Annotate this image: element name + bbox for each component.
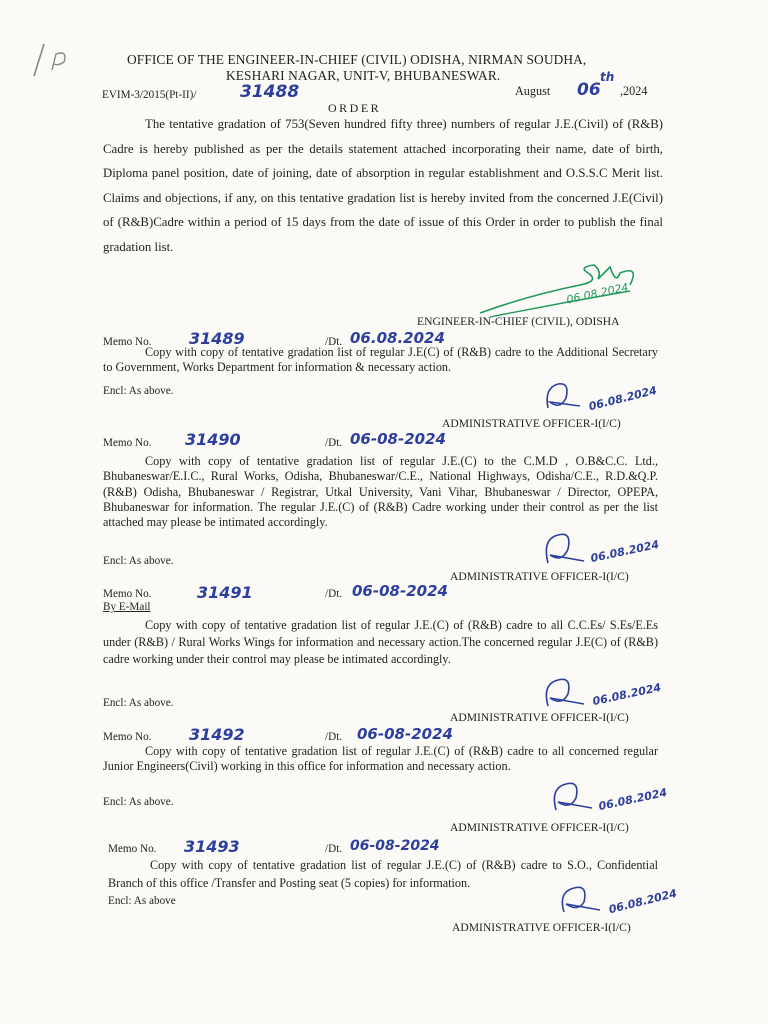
memo-3-number: 31491	[197, 583, 253, 602]
memo-3-signature	[540, 672, 600, 716]
office-header-line-2: KESHARI NAGAR, UNIT-V, BHUBANESWAR.	[226, 68, 501, 83]
order-month: August	[515, 84, 551, 98]
memo-5-encl: Encl: As above	[108, 895, 176, 907]
memo-1-sign-date: 06.08.2024	[587, 383, 659, 414]
file-number: EVIM-3/2015(Pt-II)/	[102, 89, 197, 101]
memo-4-body: Copy with copy of tentative gradation list of regular J.E.(C) of (R&B) cadre to all concerned regular Junior Engineers(Civil) working in this office for information and necessary action.	[103, 744, 658, 774]
memo-2-date: 06-08-2024	[350, 430, 446, 448]
eic-signatory: ENGINEER-IN-CHIEF (CIVIL), ODISHA	[417, 315, 620, 328]
memo-1-date-label: /Dt.	[325, 336, 343, 348]
order-day-suffix: th	[600, 70, 615, 84]
eic-signature-date: 06.08.2024	[565, 280, 630, 307]
memo-5-number: 31493	[184, 837, 240, 856]
corner-mark-text	[40, 44, 41, 45]
memo-2-sign-date: 06.08.2024	[589, 537, 661, 566]
memo-3-sign-date: 06.08.2024	[591, 680, 663, 709]
memo-3-date: 06-08-2024	[352, 582, 448, 600]
memo-3-label: Memo No.	[103, 588, 152, 600]
memo-4-label: Memo No.	[103, 731, 152, 743]
order-body: The tentative gradation of 753(Seven hundred fifty three) numbers of regular J.E.(Civil) of (R&B) Cadre is hereby published as per the details statement attached incorporating their name, date of birth, Diploma panel position, date of joining, date of absorption in regular establishment and O.S.S.C Merit list. Claims and objections, if any, on this tentative gradation list is hereby invited from the concerned J.E(Civil) of (R&B)Cadre within a period of 15 days from the date of issue of this Order in order to publish the final gradation list.	[103, 117, 663, 254]
corner-pencil-mark	[28, 40, 78, 80]
memo-4-encl: Encl: As above.	[103, 796, 174, 808]
memo-5-date-label: /Dt.	[325, 843, 343, 855]
memo-3-date-label: /Dt.	[325, 588, 343, 600]
memo-3-delivery-mode: By E-Mail	[103, 601, 151, 613]
memo-4-date: 06-08-2024	[357, 725, 453, 743]
memo-4-date-label: /Dt.	[325, 731, 343, 743]
memo-1-signatory: ADMINISTRATIVE OFFICER-I(I/C)	[442, 417, 621, 430]
memo-2-signatory: ADMINISTRATIVE OFFICER-I(I/C)	[450, 570, 629, 583]
office-header-line-1: OFFICE OF THE ENGINEER-IN-CHIEF (CIVIL) ODISHA, NIRMAN SOUDHA,	[127, 52, 587, 67]
memo-3-encl: Encl: As above.	[103, 697, 174, 709]
memo-4-signature	[548, 776, 608, 820]
memo-1-body: Copy with copy of tentative gradation list of regular J.E(C) of (R&B) cadre to the Additional Secretary to Government, Works Department for information & necessary action.	[103, 345, 658, 375]
order-title: ORDER	[328, 101, 382, 115]
memo-5-body: Copy with copy of tentative gradation list of regular J.E.(C) of (R&B) cadre to S.O., Confidential Branch of this office /Transfer and Posting seat (5 copies) for information.	[108, 858, 658, 890]
memo-4-signatory: ADMINISTRATIVE OFFICER-I(I/C)	[450, 821, 629, 834]
memo-5-signature	[556, 880, 616, 922]
memo-5-date: 06-08-2024	[350, 838, 440, 854]
memo-1-number: 31489	[189, 329, 245, 348]
memo-2-label: Memo No.	[103, 437, 152, 449]
order-number-handwritten: 31488	[240, 82, 300, 102]
memo-1-date: 06.08.2024	[350, 329, 445, 347]
order-year: ,2024	[620, 84, 648, 98]
memo-3-signatory: ADMINISTRATIVE OFFICER-I(I/C)	[450, 711, 629, 724]
memo-5-label: Memo No.	[108, 843, 157, 855]
memo-1-label: Memo No.	[103, 336, 152, 348]
memo-2-date-label: /Dt.	[325, 437, 343, 449]
memo-3-body: Copy with copy of tentative gradation list of regular J.E.(C) of (R&B) cadre to all C.C.Es/ S.Es/E.Es under (R&B) / Rural Works Wings for information and necessary action.The concerned regular J.E(C) of (R&B) cadre working under their control may please be intimated accordingly.	[103, 618, 658, 666]
memo-2-encl: Encl: As above.	[103, 555, 174, 567]
order-day-handwritten: 06	[577, 80, 601, 100]
memo-5-signatory: ADMINISTRATIVE OFFICER-I(I/C)	[452, 921, 631, 934]
memo-2-signature	[540, 527, 600, 573]
memo-2-number: 31490	[185, 430, 241, 449]
memo-2-body: Copy with copy of tentative gradation list of regular J.E.(C) to the C.M.D , O.B&C.C. Ltd., Bhubaneswar/E.I.C., Rural Works, Odisha, Bhubaneswar/C.E., National Highways, Odisha/C.E., R.D.&Q.P.(R&B) Odisha, Bhubaneswar / Registrar, Utkal University, Vani Vihar, Bhubaneswar / Director, OPEPA, Bhubaneswar for information. The regular J.E.(C) of (R&B) Cadre working under their control as per the list attached may please be intimated accordingly.	[103, 454, 658, 530]
memo-4-sign-date: 06.08.2024	[597, 785, 669, 814]
memo-1-encl: Encl: As above.	[103, 385, 174, 397]
memo-5-sign-date: 06.08.2024	[607, 886, 679, 917]
memo-4-number: 31492	[189, 725, 245, 744]
